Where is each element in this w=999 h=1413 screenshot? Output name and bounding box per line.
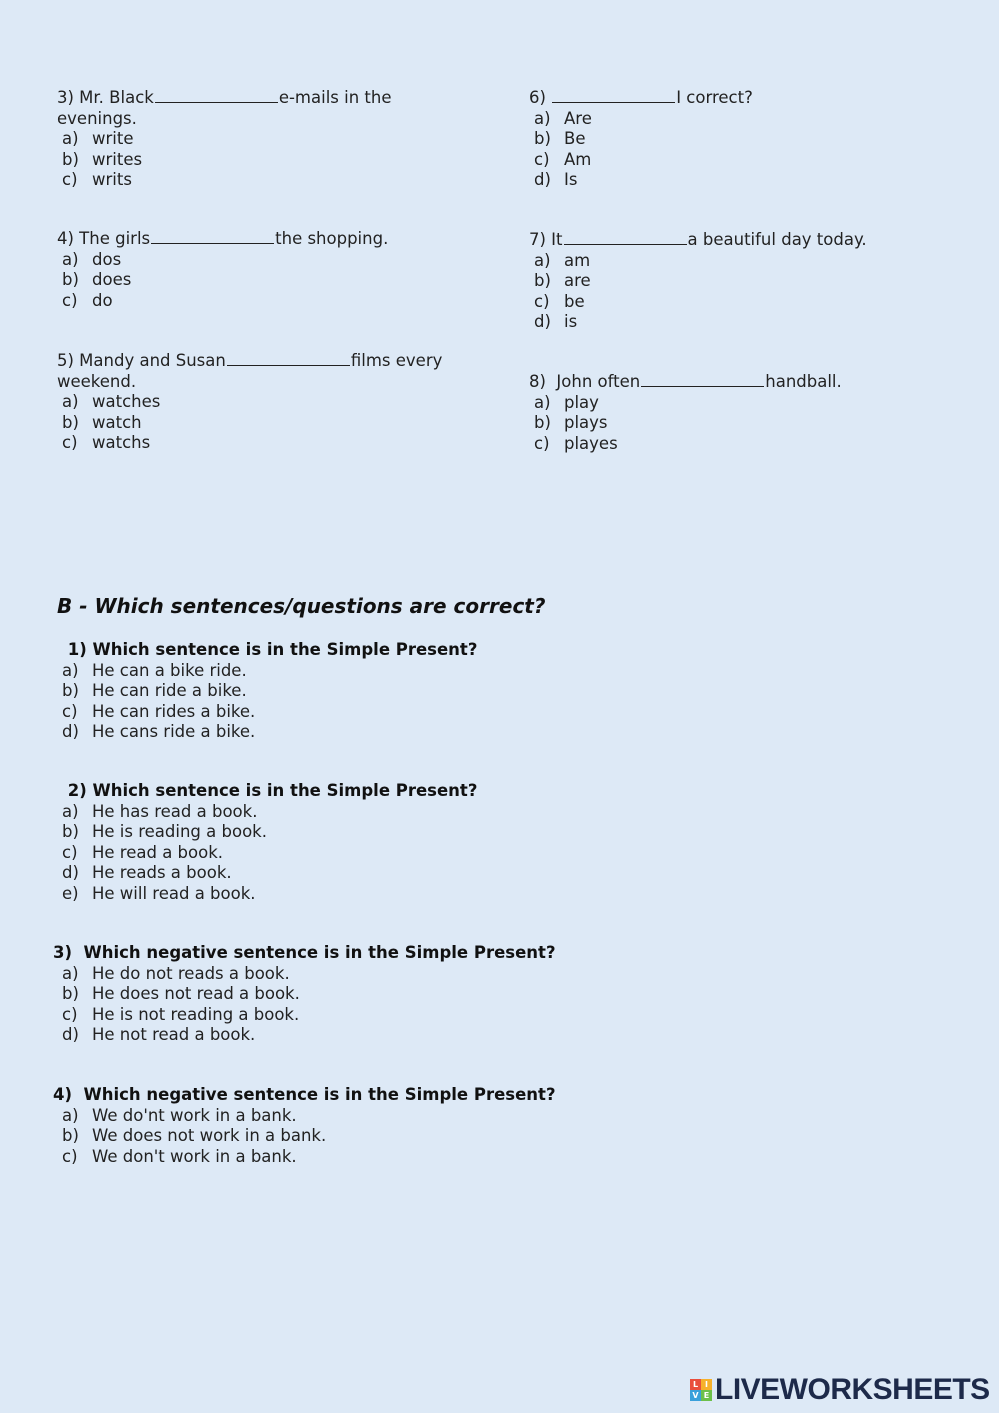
option[interactable]: a) He has read a book.: [62, 801, 258, 821]
answer-blank[interactable]: [641, 372, 764, 387]
question-stem: 7) It a beautiful day today.: [529, 230, 867, 249]
question-stem: 1) Which sentence is in the Simple Present?: [62, 640, 478, 659]
option[interactable]: b) Be: [534, 129, 586, 148]
option[interactable]: b) We does not work in a bank.: [62, 1126, 327, 1145]
option[interactable]: c) watchs: [62, 433, 151, 452]
option[interactable]: c) He read a book.: [62, 842, 224, 862]
question-stem: 2) Which sentence is in the Simple Present?: [62, 781, 478, 800]
option[interactable]: c) He is not reading a book.: [62, 1004, 300, 1024]
option[interactable]: c) be: [534, 291, 585, 311]
option[interactable]: a) watches: [62, 392, 161, 411]
question-5: [57, 351, 442, 454]
question-stem-continued: weekend.: [57, 371, 137, 391]
question-stem: 5) Mandy and Susan films every: [57, 351, 443, 370]
question-7: [529, 230, 867, 333]
option[interactable]: c) writs: [62, 170, 132, 189]
option[interactable]: c) Am: [534, 149, 592, 169]
option[interactable]: b) He does not read a book.: [62, 984, 300, 1003]
option[interactable]: c) We don't work in a bank.: [62, 1146, 297, 1166]
question-6: [529, 88, 753, 191]
answer-blank[interactable]: [564, 230, 687, 245]
option[interactable]: b) writes: [62, 149, 143, 169]
option[interactable]: d) Is: [534, 170, 578, 189]
option[interactable]: a) write: [62, 129, 134, 148]
option[interactable]: d) He reads a book.: [62, 863, 232, 882]
option[interactable]: a) am: [534, 250, 591, 270]
question-stem: 3) Mr. Black e-mails in the: [57, 88, 392, 107]
option[interactable]: d) is: [534, 312, 578, 331]
option[interactable]: a) We do'nt work in a bank.: [62, 1105, 297, 1125]
answer-blank[interactable]: [227, 351, 350, 366]
section-b-question-3: [53, 943, 556, 1046]
question-stem: 3) Which negative sentence is in the Simple Present?: [53, 943, 556, 962]
section-b-question-1: [57, 640, 477, 743]
question-stem: 4) The girls the shopping.: [57, 229, 389, 248]
answer-blank[interactable]: [155, 88, 278, 103]
question-3: [57, 88, 392, 191]
question-4: [57, 229, 388, 311]
option[interactable]: c) playes: [534, 433, 618, 453]
option[interactable]: c) do: [62, 290, 113, 310]
option[interactable]: a) He can a bike ride.: [62, 660, 247, 680]
option[interactable]: b) are: [534, 271, 591, 290]
option[interactable]: b) watch: [62, 412, 142, 432]
option[interactable]: d) He cans ride a bike.: [62, 722, 256, 741]
option[interactable]: c) He can rides a bike.: [62, 701, 256, 721]
answer-blank[interactable]: [151, 229, 274, 244]
logo-text: LIVEWORKSHEETS: [715, 1373, 990, 1406]
question-stem-continued: evenings.: [57, 108, 137, 128]
option[interactable]: a) He do not reads a book.: [62, 963, 290, 983]
option[interactable]: b) does: [62, 270, 132, 289]
option[interactable]: a) play: [534, 392, 599, 412]
option[interactable]: d) He not read a book.: [62, 1025, 256, 1044]
section-b-heading: B - Which sentences/questions are correct?: [57, 594, 546, 618]
option[interactable]: a) dos: [62, 249, 122, 269]
liveworksheets-logo: [690, 1373, 990, 1407]
logo-mark-icon: L I V E: [690, 1379, 712, 1401]
option[interactable]: a) Are: [534, 108, 592, 128]
option[interactable]: b) plays: [534, 413, 608, 432]
question-stem: 6) I correct?: [529, 88, 753, 107]
answer-blank[interactable]: [552, 88, 675, 103]
option[interactable]: e) He will read a book.: [62, 883, 256, 903]
section-b-question-2: [57, 781, 477, 904]
option[interactable]: b) He is reading a book.: [62, 822, 267, 841]
question-stem: 8) John often handball.: [529, 372, 842, 391]
section-b-question-4: [53, 1085, 556, 1167]
question-8: [529, 372, 842, 454]
question-stem: 4) Which negative sentence is in the Simple Present?: [53, 1085, 556, 1104]
option[interactable]: b) He can ride a bike.: [62, 681, 247, 700]
